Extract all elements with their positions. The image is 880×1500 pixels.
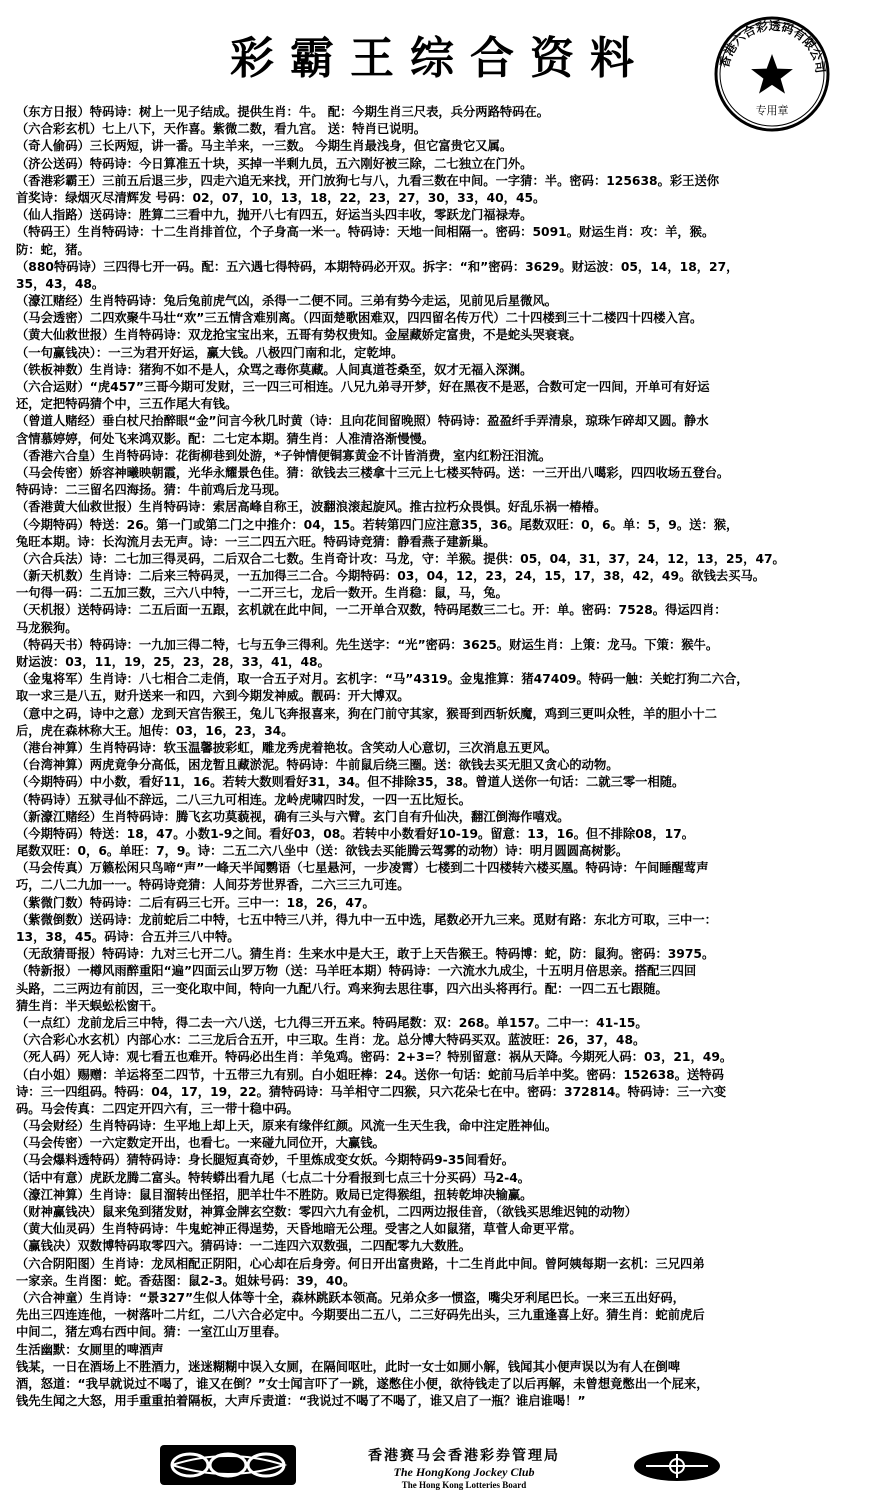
- text-line: （台湾神算）两虎竟争分高低，困龙暂且藏淤泥。特码诗：牛前鼠后绕三圈。送：欲钱去买无胆又贪心的动物。: [16, 758, 619, 773]
- text-line: （马会传密）一六定数定开出，也看七。一来碰九同位开，大赢钱。: [16, 1136, 385, 1151]
- star-icon: [751, 54, 793, 94]
- text-line: （话中有意）虎跃龙腾二富头。特转蟒出看九尾（七点二十分看报到七点三十分买码）马2-4。: [16, 1170, 531, 1185]
- text-line: （濠江神算）生肖诗：鼠目溜转出怪招，肥羊壮牛不胜防。败局已定得猴组，扭转乾坤决输赢。: [16, 1187, 533, 1202]
- text-line: （特新报）一樽风雨醉重阳“遍”四面云山罗万物（送：马羊旺本期）特码诗：一六流水九成尘，十五明月倍思亲。搭配三四回: [16, 964, 697, 979]
- text-line: （香港六合皇）生肖特码诗：花街柳巷到处游，*子钟情便铜寡黄金不计皆消费，室内红粉汪泪流。: [16, 448, 552, 463]
- text-line: （紫微倒数）送码诗：龙前蛇后二中特，七五中特三八并，得九中一五中选，尾数必开九三来。觅财有路：东北方可取，三中一：: [16, 912, 717, 927]
- board-name-english-2: The Hong Kong Lotteries Board: [401, 1480, 527, 1490]
- text-line: （死人码）死人诗：观七看五也难开。特码必出生肖：羊兔鸡。密码：2+3=？特别留意：祸从天降。今期死人码：03，21，49。: [16, 1050, 733, 1065]
- text-line: 一家亲。生肖图：蛇。香菇图：鼠2-3。姐妹号码：39，40。: [16, 1273, 356, 1288]
- text-line: （济公送码）特码诗：今日算准五十块，买掉一半剩九员，五六刚好被三除，二七独立在门外。: [16, 156, 533, 171]
- text-line: （奇人偷码）三长两短，讲一番。马主羊来，一三数。 今期生肖最浅身，但它富贵它又属。: [16, 139, 513, 154]
- text-line: （赢钱决）双数博特码取零四六。猜码诗：一二连四六双数强，二四配零九大数胜。: [16, 1239, 471, 1254]
- text-line: （新濠江赌经）生肖特码诗：腾飞玄功莫藐视，确有三头与六臂。玄门自有升仙决，翻江倒海作嘻戏。: [16, 809, 570, 824]
- text-line: （马会传真）万籁松闲只鸟啼“声”一峰天半闻鹦语（七星悬河，一步凌霄）七楼到二十四楼转六楼买凰。特码诗：午间睡醒莺声: [16, 861, 709, 876]
- text-line: （特码天书）特码诗：一九加三得二特，七与五争三得利。先生送字：“光”密码：3625。财运生肖：上策：龙马。下策：猴牛。: [16, 637, 719, 652]
- text-line: （马会爆料透特码）猜特码诗：身长腿短真奇妙，千里炼成变女妖。今期特码9-35间看好。: [16, 1153, 515, 1168]
- text-line: 钱先生闻之大怒，用手重重拍着隔板，大声斥责道：“我说过不喝了不喝了，谁又启了一瓶？谁启谁喝！”: [16, 1394, 586, 1409]
- text-line: 马龙猴狗。: [16, 620, 78, 635]
- text-line: （仙人指路）送码诗：胜算二三看中九，抛开八七有四五，好运当头四丰收，零跃龙门福禄寿。: [16, 208, 533, 223]
- text-line: （一点红）龙前龙后三中特，得二去一六八送，七九得三开五来。特码尾数：双：268。单157。二中一：41-15。: [16, 1015, 648, 1030]
- text-line: （黄大仙救世报）生肖特码诗：双龙抢宝宝出来，五哥有势权贵知。金屋藏娇定富贵，不是蛇头哭衰衰。: [16, 328, 582, 343]
- text-line: （六合阴阳图）生肖诗：龙凤相配正阴阳，心心却在后身旁。何日开出富贵路，十二生肖此中间。曾阿姨每期一玄机：三兄四弟: [16, 1256, 705, 1271]
- lotteries-board-logo-icon: [632, 1449, 722, 1483]
- text-line: （880特码诗）三四得七开一码。配：五六遇七得特码，本期特码必开双。拆字：“和”密码：3629。财运波：05，14，18，27，: [16, 259, 739, 274]
- text-line: 取一求三是八五，财升送来一和四，六到今期发神威。靓码：开大博双。: [16, 689, 410, 704]
- text-line: 财运波：03，11，19，25，23，28，33，41，48。: [16, 655, 330, 669]
- board-name-english-1: The HongKong Jockey Club: [393, 1465, 535, 1479]
- seal-center-text: 专用章: [755, 104, 789, 117]
- text-line: 尾数双旺：0，6。单旺：7，9。诗：二五二六八坐中（送：欲钱去买能腾云驾雾的动物）诗：明月圆圆高树影。: [16, 844, 629, 859]
- text-line: （六合兵法）诗：二七加三得灵码，二后双合二七数。生肖奇计攻：马龙，守：羊猴。提供：05，04，31，37，24，12，13，25，47。: [16, 551, 785, 566]
- text-line: （马会透密）二四欢聚牛马壮“欢”三五情含难别离。（四面楚歌困难双，四四留名传万代）二十四楼到三十二楼四十四楼入宫。: [16, 311, 703, 326]
- text-line: （香港黄大仙救世报）生肖特码诗：索居高峰自称王，波翻浪滚起旋风。推古拉朽众畏惧。好乱乐祸一椿椿。: [16, 500, 607, 515]
- board-name-chinese: 香港赛马会香港彩券管理局: [368, 1448, 560, 1464]
- text-line: 防：蛇，猪。: [16, 242, 90, 257]
- text-line: （东方日报）特码诗：树上一见子结成。提供生肖：牛。 配：今期生肖三尺表，兵分两路特码在。: [16, 105, 550, 119]
- text-line: （一句赢钱决）：一三为君开好运，赢大钱。八极四门南和北，定乾坤。: [16, 345, 404, 360]
- text-line: （今期特码）中小数，看好11，16。若转大数则看好31，34。但不排除35，38。曾道人送你一句话：二就三零一相随。: [16, 775, 685, 790]
- text-line: 含情慕婷婷，何处飞来鸿双影。配：二七定本期。猜生肖：人准清洛渐慢慢。: [16, 431, 435, 446]
- text-line: 35，43，48。: [16, 276, 105, 291]
- text-line: （曾道人赌经）垂白杖尺抬醉眼“金”问言今秋几时黄（诗：且向花间留晚照）特码诗：盈盈纤手弄清泉，琼珠乍碎却又圆。静水: [16, 414, 709, 429]
- text-line: （特码王）生肖特码诗：十二生肖排首位，个子身高一米一。特码诗：天地一间相隔一。密码：5091。财运生肖：攻：羊，猴。: [16, 225, 715, 240]
- lotteries-board-name: [304, 1445, 624, 1490]
- text-line: 还，定把特码猜个中，三五作尾大有钱。: [16, 397, 238, 412]
- text-line: 码。马会传真：二四定开四六有，三一带十稳中码。: [16, 1101, 299, 1116]
- seal-ring-text: 香港六合彩透码有限公司: [717, 18, 828, 75]
- text-line: （天机报）送特码诗：二五后面一五跟，玄机就在此中间，一二开单合双数，特码尾数三二七。开：单。密码：7528。得运四肖：: [16, 603, 727, 618]
- text-line: （意中之码，诗中之意）龙到天宫告猴王，兔儿飞奔报喜来，狗在门前守其家，猴哥到西斩妖魔，鸡到三更叫众牲，羊的胆小十二: [16, 706, 717, 721]
- text-line: 首奖诗：绿烟灭尽清辉发 号码：02，07，10，13，18，22，23，27，30，33，40，45。: [16, 190, 546, 205]
- text-line: （港台神算）生肖特码诗：软玉温馨披彩虹，雕龙秀虎着艳妆。含笑动人心意切，三次消息五更风。: [16, 740, 558, 755]
- text-line: （香港彩霸王）三前五后退三步，四走六追无来找，开门放狗七与八，九看三数在中间。一字猜：半。密码：125638。彩王送你: [16, 173, 720, 188]
- text-line: （马会传密）娇容神曦映朝霞，光华永耀景色佳。猜：欲钱去三楼拿十三元上七楼买特码。送：一三开出八噶彩，四四收场五登台。: [16, 465, 730, 480]
- text-line: （白小姐）赐赠：羊运将至二四节，十五带三九有别。白小姐旺棒：24。送你一句话：蛇前马后羊中奖。密码：152638。送特码: [16, 1067, 724, 1082]
- text-line: 一句得一码：二五加三数，三六八中特，一二开三七，龙后一数开。生肖稳：鼠，马，兔。: [16, 586, 508, 601]
- jockey-club-logo-icon: [160, 1445, 296, 1485]
- text-line: （六合彩玄机）七上八下，天作喜。紫微二数，看九宫。 送：特肖已说明。: [16, 122, 427, 137]
- text-line: （六合彩心水玄机）内部心水：二三龙后合五开，中三取。生肖：龙。总分博大特码买双。蓝波旺：26，37，48。: [16, 1033, 646, 1048]
- text-line: （金鬼将军）生肖诗：八七相合二走俏，取一合五子对月。玄机字：“马”4319。金鬼推算：猪47409。特码一触：关蛇打狗二六合，: [16, 672, 749, 687]
- text-line: 头路，二三两边有前因，三一变化取中间，特向一九配八行。鸡来狗去思往事，四六出头将再行。配：一四二五七跟随。: [16, 981, 668, 996]
- text-line: 后，虎在森林称大王。旭传：03，16，23，34。: [16, 723, 294, 738]
- text-line: （马会财经）生肖特码诗：生平地上却上天，原来有缘伴红颜。风流一生天生我，命中注定胜神仙。: [16, 1119, 558, 1134]
- text-line: （六合运财）“虎457”三哥今期可发财，三一四三可相连。八兄九弟寻开梦，好在黑夜不是恶，合数可定一四间，开单可有好运: [16, 380, 710, 394]
- text-line: 中间二，猪左鸡右西中间。猜：一室江山万里春。: [16, 1325, 287, 1340]
- text-line: 酒，怒道：“我早就说过不喝了，谁又在倒？”女士闻言吓了一跳，遂憋住小便，欲待钱走了以后再解，未曾想竟憋出一个屁来，: [16, 1376, 709, 1391]
- footer: [0, 1445, 880, 1490]
- text-line: 猜生肖：半天蜈蚣松窗干。: [16, 998, 164, 1013]
- text-line: （今期特码）特送：18，47。小数1-9之间。看好03，08。若转中小数看好10-19。留意：13，16。但不排除08，17。: [16, 826, 695, 841]
- text-line: 巧，二八二九加一一。特码诗竞猜：人间芬芳世界香，二六三三九可连。: [16, 878, 410, 893]
- text-line: （新天机数）生肖诗：二后来三特码灵，一五加得三二合。今期特码：03，04，12，23，24，15，17，38，42，49。欲钱去买马。: [16, 569, 766, 584]
- text-line: 诗：三一四组码。特码：04，17，19，22。猜特码诗：马羊相守二四猴，只六花朵七在中。密码：372814。特码诗：三一六变: [16, 1084, 727, 1099]
- page-title: 彩霸王综合资料: [230, 33, 650, 84]
- text-line: 特码诗：二三留名四海扬。猜：牛前鸡后龙马现。: [16, 483, 287, 498]
- text-line: （今期特码）特送：26。第一门或第二门之中推介：04，15。若转第四门应注意35，36。尾数双旺：0，6。单：5，9。送：猴，: [16, 517, 739, 532]
- text-line: 钱某，一日在酒场上不胜酒力，迷迷糊糊中误入女厕，在隔间呕吐，此时一女士如厕小解，钱闻其小便声误以为有人在倒啤: [16, 1359, 681, 1374]
- text-line: 兔旺本期。诗：长沟流月去无声。诗：一三二四五六旺。特码诗竞猜：静看燕子建新巢。: [16, 534, 496, 549]
- text-line: （无敌猜哥报）特码诗：九对三七开二八。猜生肖：生来水中是大王，敢于上天告猴王。特码博：蛇，防：鼠狗。密码：3975。: [16, 947, 715, 962]
- text-line: （铁板神数）生肖诗：猪狗不如不是人，众骂之毒你莫藏。人间真道苍桑至，奴才无福入深渊。: [16, 362, 533, 377]
- text-line: （紫微门数）特码诗：二后有码三七开。三中一：18，26，47。: [16, 895, 375, 910]
- text-line: 生活幽默：女厕里的啤酒声: [16, 1342, 164, 1357]
- text-line: （特码诗）五狱寻仙不辞远，二八三九可相连。龙岭虎啸四时发，一四一五比短长。: [16, 792, 471, 807]
- text-line: （六合神童）生肖诗：“景327”生似人体等十全，森林跳跃本领高。兄弟众多一惯盗，嘴尖牙利尾巴长。一来三五出好码，: [16, 1290, 685, 1305]
- text-line: （濠江赌经）生肖特码诗：兔后兔前虎气凶，杀得一二便不同。三弟有势今走运，见前见后星微风。: [16, 294, 558, 309]
- text-line: 先出三四连连他，一树落叶二片红，二八六合必定中。今期要出二五八，二三好码先出头，三九重逢喜上好。猜生肖：蛇前虎后: [16, 1308, 705, 1323]
- text-line: 13，38，45。码诗：合五并三八中特。: [16, 930, 240, 944]
- content-body: [16, 104, 868, 1410]
- text-line: （黄大仙灵码）生肖特码诗：牛鬼蛇神正得逞势，天昏地暗无公理。受害之人如鼠猪，草菅人命更平常。: [16, 1222, 582, 1237]
- text-line: （财神赢钱决）鼠来兔到猪发财，神算金牌玄空数：零四六九有金机，二四两边报佳音，（欲钱买思维迟钝的动物）: [16, 1205, 637, 1219]
